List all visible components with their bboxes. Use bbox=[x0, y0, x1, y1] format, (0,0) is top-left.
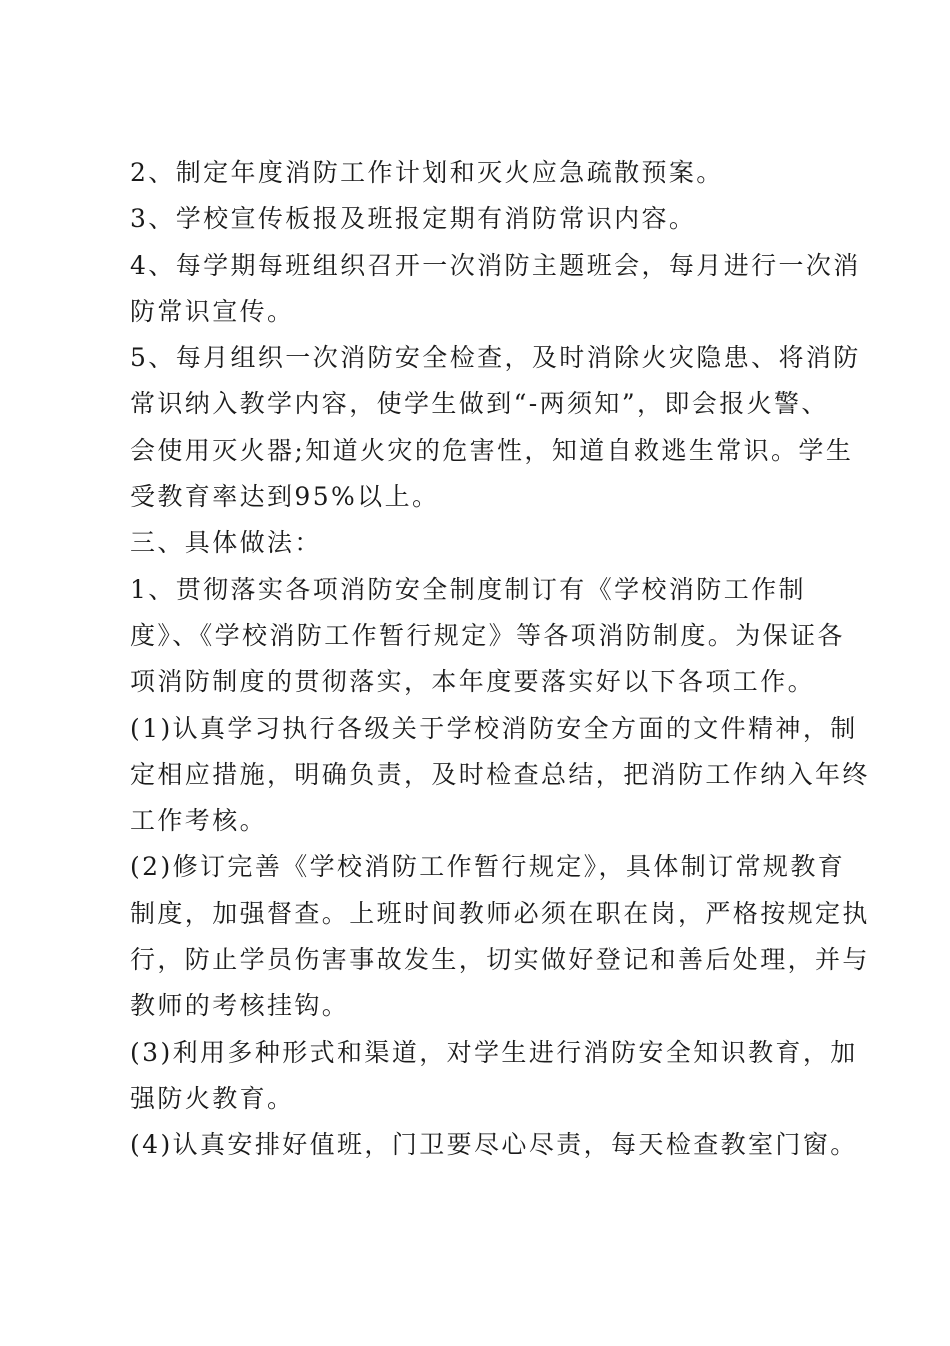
text-line: 强防火教育。 bbox=[130, 1083, 295, 1113]
text-line: 4、每学期每班组织召开一次消防主题班会，每月进行一次消 bbox=[130, 250, 861, 280]
text-line: 教师的考核挂钩。 bbox=[130, 991, 350, 1021]
text-line: 防常识宣传。 bbox=[130, 296, 295, 326]
text-line: 定相应措施，明确负责，及时检查总结，把消防工作纳入年终 bbox=[130, 759, 870, 789]
text-line: 工作考核。 bbox=[130, 806, 268, 836]
text-line: (3)利用多种形式和渠道，对学生进行消防安全知识教育，加 bbox=[130, 1037, 858, 1067]
text-line: 行，防止学员伤害事故发生，切实做好登记和善后处理，并与 bbox=[130, 945, 870, 975]
text-line: 会使用灭火器;知道火灾的危害性，知道自救逃生常识。学生 bbox=[130, 435, 854, 465]
text-line: (1)认真学习执行各级关于学校消防安全方面的文件精神，制 bbox=[130, 713, 858, 743]
text-line: 度》、《学校消防工作暂行规定》等各项消防制度。为保证各 bbox=[130, 620, 845, 650]
text-line: 2、制定年度消防工作计划和灭火应急疏散预案。 bbox=[130, 158, 724, 187]
text-line: (4)认真安排好值班，门卫要尽心尽责，每天检查教室门窗。 bbox=[130, 1130, 858, 1160]
text-line: 项消防制度的贯彻落实，本年度要落实好以下各项工作。 bbox=[130, 667, 816, 697]
text-line: 受教育率达到95%以上。 bbox=[130, 482, 440, 512]
text-line: 制度，加强督查。上班时间教师必须在职在岗，严格按规定执 bbox=[130, 898, 870, 928]
text-line: (2)修订完善《学校消防工作暂行规定》，具体制订常规教育 bbox=[130, 852, 846, 882]
text-line: 3、学校宣传板报及班报定期有消防常识内容。 bbox=[130, 204, 697, 234]
document-body bbox=[130, 150, 870, 1169]
section-heading: 三、具体做法： bbox=[130, 528, 322, 558]
text-line: 5、每月组织一次消防安全检查，及时消除火灾隐患、将消防 bbox=[130, 343, 861, 373]
text-line: 常识纳入教学内容，使学生做到“-两须知”，即会报火警、 bbox=[130, 389, 829, 419]
text-line: 1、贯彻落实各项消防安全制度制订有《学校消防工作制 bbox=[130, 574, 806, 604]
